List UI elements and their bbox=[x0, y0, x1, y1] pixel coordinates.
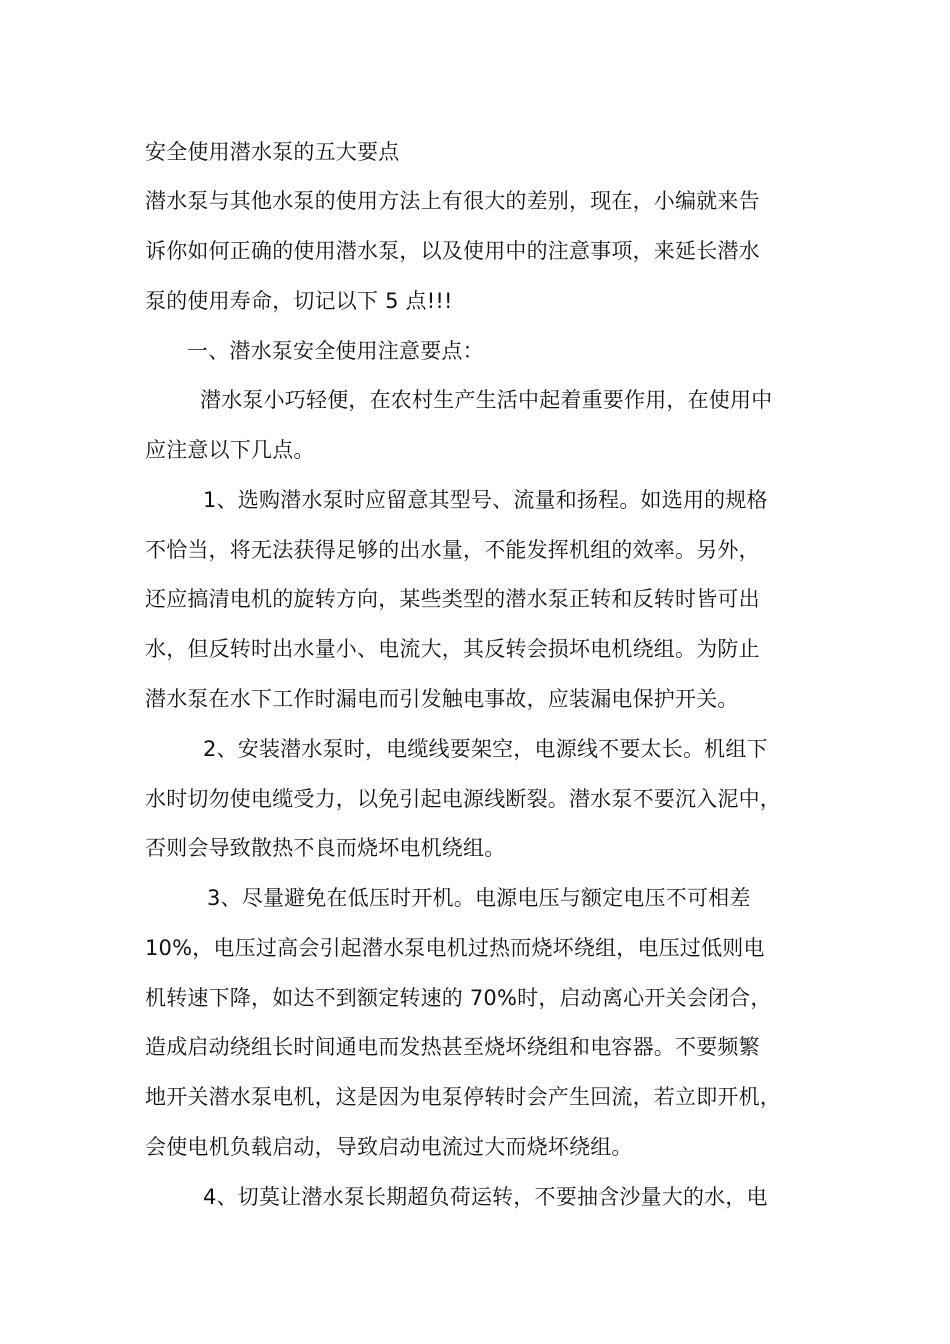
document-title: 安全使用潜水泵的五大要点 bbox=[145, 140, 400, 164]
paragraph-line: 会使电机负载启动，导致启动电流过大而烧坏绕组。 bbox=[145, 1135, 633, 1159]
paragraph-line: 4、切莫让潜水泵长期超负荷运转，不要抽含沙量大的水，电 bbox=[203, 1185, 768, 1209]
paragraph-line: 地开关潜水泵电机，这是因为电泵停转时会产生回流，若立即开机， bbox=[145, 1085, 781, 1109]
paragraph-line: 水时切勿使电缆受力，以免引起电源线断裂。潜水泵不要沉入泥中， bbox=[145, 787, 781, 811]
paragraph-line: 还应搞清电机的旋转方向，某些类型的潜水泵正转和反转时皆可出 bbox=[145, 587, 760, 611]
paragraph-line: 1、选购潜水泵时应留意其型号、流量和扬程。如选用的规格 bbox=[203, 488, 768, 512]
paragraph-line: 泵的使用寿命，切记以下 5 点!!! bbox=[145, 289, 453, 313]
paragraph-line: 机转速下降，如达不到额定转速的 70%时，启动离心开关会闭合， bbox=[145, 986, 772, 1010]
paragraph-line: 不恰当，将无法获得足够的出水量，不能发挥机组的效率。另外， bbox=[145, 538, 760, 562]
section-heading: 一、潜水泵安全使用注意要点： bbox=[187, 339, 484, 363]
paragraph-line: 2、安装潜水泵时，电缆线要架空，电源线不要太长。机组下 bbox=[203, 737, 768, 761]
paragraph-line: 潜水泵小巧轻便，在农村生产生活中起着重要作用，在使用中 bbox=[200, 388, 773, 412]
paragraph-line: 应注意以下几点。 bbox=[145, 438, 315, 462]
paragraph-line: 诉你如何正确的使用潜水泵，以及使用中的注意事项，来延长潜水 bbox=[145, 239, 760, 263]
paragraph-line: 造成启动绕组长时间通电而发热甚至烧坏绕组和电容器。不要频繁 bbox=[145, 1035, 760, 1059]
paragraph-line: 否则会导致散热不良而烧坏电机绕组。 bbox=[145, 836, 506, 860]
paragraph-line: 10%，电压过高会引起潜水泵电机过热而烧坏绕组，电压过低则电 bbox=[145, 936, 765, 960]
paragraph-line: 水，但反转时出水量小、电流大，其反转会损坏电机绕组。为防止 bbox=[145, 637, 760, 661]
paragraph-line: 3、尽量避免在低压时开机。电源电压与额定电压不可相差 bbox=[207, 886, 751, 910]
paragraph-line: 潜水泵与其他水泵的使用方法上有很大的差别，现在，小编就来告 bbox=[145, 189, 760, 213]
paragraph-line: 潜水泵在水下工作时漏电而引发触电事故，应装漏电保护开关。 bbox=[145, 687, 739, 711]
